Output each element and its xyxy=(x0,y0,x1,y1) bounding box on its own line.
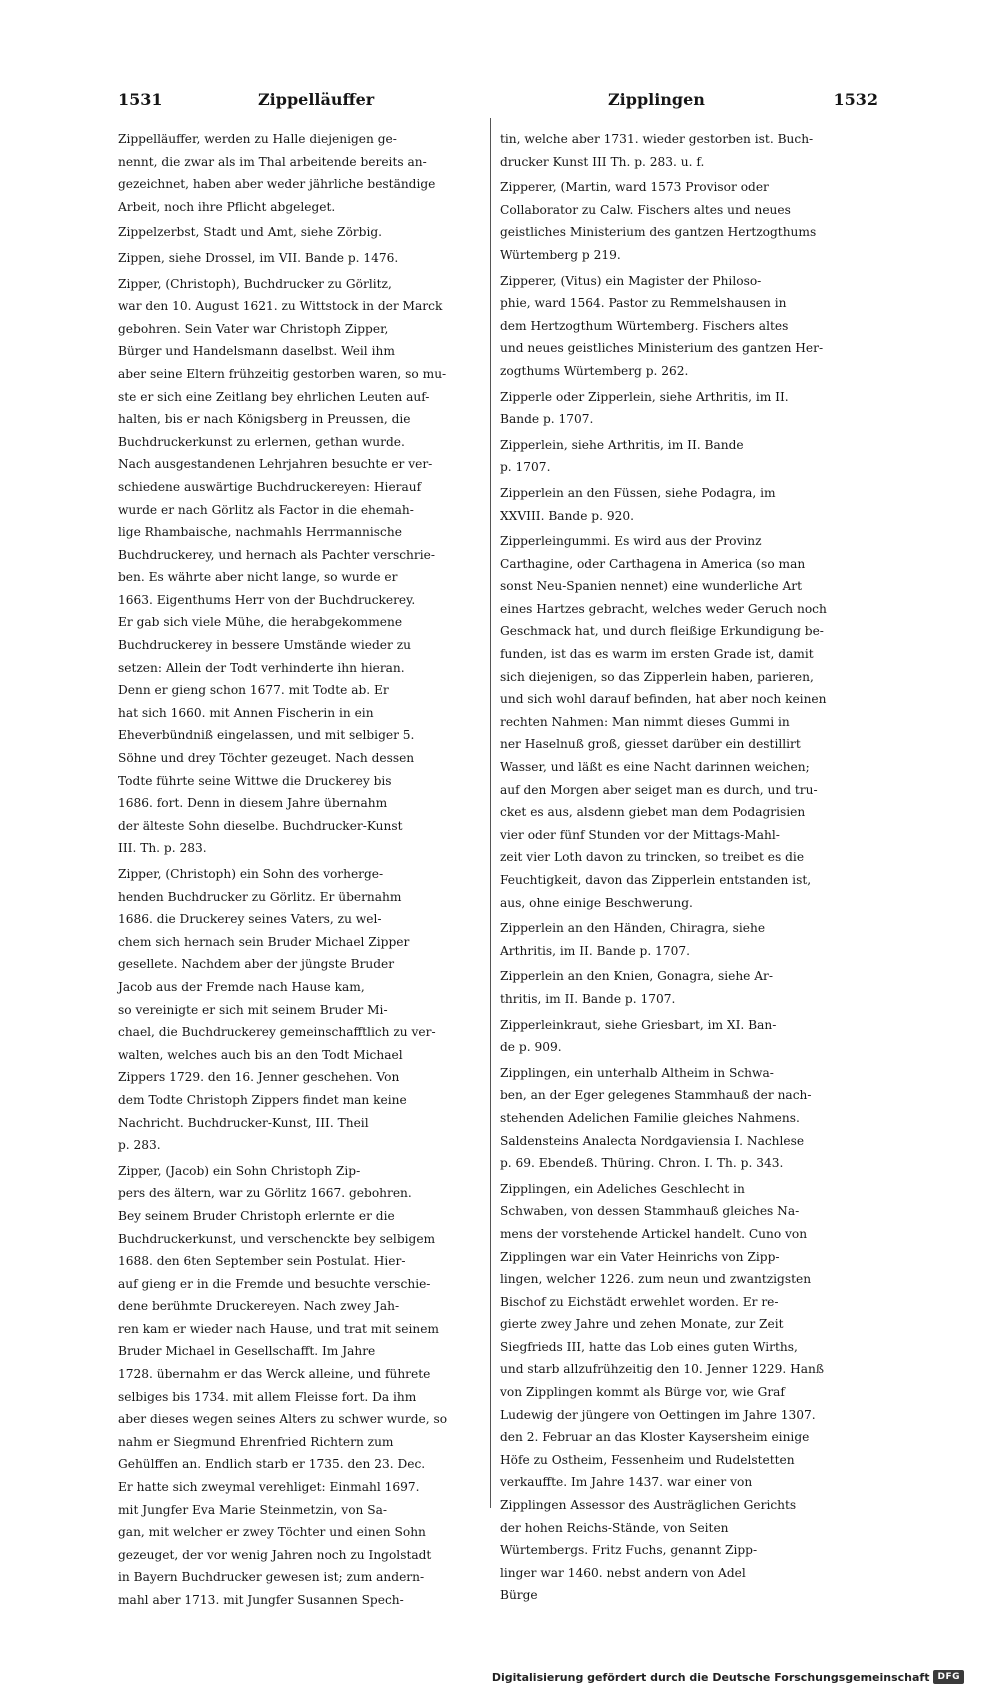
text-line: Bruder Michael in Gesellschafft. Im Jahre xyxy=(118,1344,376,1359)
text-line: Bürger und Handelsmann daselbst. Weil ihm xyxy=(118,344,395,359)
column-divider xyxy=(490,118,491,1508)
text-line: Zippers 1729. den 16. Jenner geschehen. Von xyxy=(118,1070,400,1085)
text-line: setzen: Allein der Todt verhinderte ihn hieran. xyxy=(118,660,405,675)
text-line: Zipplingen, ein unterhalb Altheim in Schwa- xyxy=(500,1065,774,1080)
text-line: Buchdruckerey in bessere Umstände wieder zu xyxy=(118,638,411,653)
text-line: ner Haselnuß groß, giesset darüber ein destillirt xyxy=(500,737,801,752)
text-line: Zipperle oder Zipperlein, siehe Arthritis, im II. xyxy=(500,389,789,404)
text-line: Bande p. 1707. xyxy=(500,412,594,427)
text-line: lige Rhambaische, nachmahls Herrmannische xyxy=(118,525,402,540)
text-line: mit Jungfer Eva Marie Steinmetzin, von Sa- xyxy=(118,1502,387,1517)
lexicon-entry xyxy=(118,863,490,1157)
text-line: Ludewig der jüngere von Oettingen im Jahre 1307. xyxy=(500,1407,816,1422)
lexicon-entry xyxy=(118,273,490,860)
text-line: ben. Es währte aber nicht lange, so wurde er xyxy=(118,570,398,585)
page-number-left: 1531 xyxy=(118,90,163,109)
text-line: den 2. Februar an das Kloster Kaysersheim einige xyxy=(500,1430,810,1445)
text-line: gan, mit welcher er zwey Töchter und einen Sohn xyxy=(118,1525,426,1540)
text-line: Zipper, (Christoph), Buchdrucker zu Görlitz, xyxy=(118,276,392,291)
text-line: Zippen, siehe Drossel, im VII. Bande p. 1476. xyxy=(118,250,399,265)
text-line: und neues geistliches Ministerium des gantzen Her- xyxy=(500,341,824,356)
text-line: Buchdruckerey, und hernach als Pachter verschrie- xyxy=(118,547,435,562)
text-line: tin, welche aber 1731. wieder gestorben ist. Buch- xyxy=(500,132,814,146)
text-line: thritis, im II. Bande p. 1707. xyxy=(500,991,676,1006)
text-line: von Zipplingen kommt als Bürge vor, wie Graf xyxy=(500,1385,785,1400)
text-line: Er gab sich viele Mühe, die herabgekommene xyxy=(118,615,403,630)
text-line: so vereinigte er sich mit seinem Bruder Mi- xyxy=(118,1002,388,1017)
text-line: Zipplingen war ein Vater Heinrichs von Zipp- xyxy=(500,1249,780,1264)
text-line: dene berühmte Druckereyen. Nach zwey Jah- xyxy=(118,1299,400,1314)
text-line: stehenden Adelichen Familie gleiches Nahmens. xyxy=(500,1110,800,1125)
text-line: Geschmack hat, und durch fleißige Erkundigung be- xyxy=(500,624,824,639)
text-line: Er hatte sich zweymal verehliget: Einmahl 1697. xyxy=(118,1480,420,1495)
text-line: und starb allzufrühzeitig den 10. Jenner 1229. Hanß xyxy=(500,1362,825,1377)
text-line: geistliches Ministerium des gantzen Hertzogthums xyxy=(500,225,817,240)
text-line: funden, ist das es warm im ersten Grade ist, damit xyxy=(500,647,814,662)
text-line: Siegfrieds III, hatte das Lob eines guten Wirths, xyxy=(500,1339,798,1354)
text-line: walten, welches auch bis an den Todt Michael xyxy=(118,1047,403,1062)
funding-note: Digitalisierung gefördert durch die Deutsche Forschungsgemeinschaft xyxy=(491,1670,930,1684)
text-line: eines Hartzes gebracht, welches weder Geruch noch xyxy=(500,601,827,616)
text-line: Zipplingen, ein Adeliches Geschlecht in xyxy=(500,1181,745,1196)
text-line: verkauffte. Im Jahre 1437. war einer von xyxy=(500,1475,753,1490)
text-line: p. 283. xyxy=(118,1138,161,1153)
catchword-right: Zipplingen xyxy=(608,90,705,109)
text-line: zeit vier Loth davon zu trincken, so treibet es die xyxy=(500,850,805,865)
text-line: Zipperlein an den Knien, Gonagra, siehe Ar- xyxy=(500,969,774,984)
text-line: gezeuget, der vor wenig Jahren noch zu Ingolstadt xyxy=(118,1547,432,1562)
left-column xyxy=(118,128,490,1607)
catchword-left: Zippelläuffer xyxy=(258,90,375,109)
text-line: nahm er Siegmund Ehrenfried Richtern zum xyxy=(118,1434,394,1449)
text-line: Nach ausgestandenen Lehrjahren besuchte er ver- xyxy=(118,457,433,472)
text-line: Zippelzerbst, Stadt und Amt, siehe Zörbig. xyxy=(118,225,383,240)
text-line: halten, bis er nach Königsberg in Preussen, die xyxy=(118,412,411,427)
text-line: der hohen Reichs-Stände, von Seiten xyxy=(500,1520,729,1535)
lexicon-entry xyxy=(118,128,490,218)
text-line: sich diejenigen, so das Zipperlein haben, parieren, xyxy=(500,669,814,684)
text-line: gesellete. Nachdem aber der jüngste Bruder xyxy=(118,957,395,972)
text-line: Höfe zu Ostheim, Fessenheim und Rudelstetten xyxy=(500,1452,795,1467)
lexicon-entry xyxy=(118,221,490,244)
text-line: Zipperlein an den Füssen, siehe Podagra, im xyxy=(500,485,776,500)
lexicon-entry xyxy=(500,386,872,431)
text-line: dem Todte Christoph Zippers findet man keine xyxy=(118,1092,407,1107)
text-line: hat sich 1660. mit Annen Fischerin in ein xyxy=(118,705,374,720)
lexicon-entry xyxy=(500,270,872,383)
running-head xyxy=(118,90,878,120)
text-line: aber dieses wegen seines Alters zu schwer wurde, so xyxy=(118,1412,448,1427)
text-line: p. 69. Ebendeß. Thüring. Chron. I. Th. p. 343. xyxy=(500,1156,784,1171)
text-line: ben, an der Eger gelegenes Stammhauß der nach- xyxy=(500,1088,812,1103)
text-line: III. Th. p. 283. xyxy=(118,841,207,856)
text-line: Arbeit, noch ihre Pflicht abgeleget. xyxy=(118,199,336,214)
text-line: Saldensteins Analecta Nordgaviensia I. Nachlese xyxy=(500,1133,805,1148)
text-line: Schwaben, von dessen Stammhauß gleiches Na- xyxy=(500,1204,800,1219)
text-line: Buchdruckerkunst, und verschenckte bey selbigem xyxy=(118,1231,436,1246)
text-line: Zipperleingummi. Es wird aus der Provinz xyxy=(500,534,762,549)
text-line: linger war 1460. nebst andern von Adel xyxy=(500,1565,746,1580)
text-line: gierte zwey Jahre und zehen Monate, zur Zeit xyxy=(500,1317,784,1332)
text-line: Zipperer, (Vitus) ein Magister der Philoso- xyxy=(500,273,762,288)
text-line: Bischof zu Eichstädt erwehlet worden. Er re- xyxy=(500,1294,779,1309)
text-line: Arthritis, im II. Bande p. 1707. xyxy=(500,943,691,958)
dfg-logo: DFG xyxy=(933,1670,964,1684)
lexicon-entry xyxy=(500,530,872,914)
text-line: Zipper, (Christoph) ein Sohn des vorherge- xyxy=(118,867,384,881)
lexicon-entry xyxy=(500,917,872,962)
page-number-right: 1532 xyxy=(833,90,878,109)
text-line: in Bayern Buchdrucker gewesen ist; zum andern- xyxy=(118,1570,425,1585)
text-line: Zipper, (Jacob) ein Sohn Christoph Zip- xyxy=(118,1163,361,1178)
text-line: Eheverbündniß eingelassen, und mit selbiger 5. xyxy=(118,728,415,743)
text-line: gebohren. Sein Vater war Christoph Zipper, xyxy=(118,321,389,336)
text-line: auf gieng er in die Fremde und besuchte verschie- xyxy=(118,1276,431,1291)
lexicon-entry xyxy=(500,1062,872,1175)
text-line: drucker Kunst III Th. p. 283. u. f. xyxy=(500,154,705,169)
text-line: Gehülffen an. Endlich starb er 1735. den 23. Dec. xyxy=(118,1457,426,1472)
text-line: gezeichnet, haben aber weder jährliche beständige xyxy=(118,177,436,192)
lexicon-entry xyxy=(500,1014,872,1059)
text-line: selbiges bis 1734. mit allem Fleisse fort. Da ihm xyxy=(118,1389,417,1404)
text-line: Todte führte seine Wittwe die Druckerey bis xyxy=(118,773,392,788)
text-line: henden Buchdrucker zu Görlitz. Er übernahm xyxy=(118,889,402,904)
text-line: der älteste Sohn dieselbe. Buchdrucker-Kunst xyxy=(118,818,403,833)
text-line: Zipperleinkraut, siehe Griesbart, im XI. Ban- xyxy=(500,1017,777,1032)
text-line: Collaborator zu Calw. Fischers altes und neues xyxy=(500,202,791,217)
lexicon-entry xyxy=(500,176,872,266)
text-line: 1686. fort. Denn in diesem Jahre übernahm xyxy=(118,796,388,811)
text-line: chem sich hernach sein Bruder Michael Zipper xyxy=(118,934,410,949)
text-line: Zipperlein, siehe Arthritis, im II. Bande xyxy=(500,437,744,452)
text-line: 1688. den 6ten September sein Postulat. Hier- xyxy=(118,1254,406,1269)
text-line: Zipperlein an den Händen, Chiragra, siehe xyxy=(500,921,766,936)
text-line: zogthums Würtemberg p. 262. xyxy=(500,363,689,378)
text-line: und sich wohl darauf befinden, hat aber noch keinen xyxy=(500,692,827,707)
text-line: mahl aber 1713. mit Jungfer Susannen Spech- xyxy=(118,1593,404,1607)
text-line: aus, ohne einige Beschwerung. xyxy=(500,895,693,910)
text-line: schiedene auswärtige Buchdruckereyen: Hierauf xyxy=(118,479,422,494)
text-line: Buchdruckerkunst zu erlernen, gethan wurde. xyxy=(118,434,405,449)
text-line: 1686. die Druckerey seines Vaters, zu wel- xyxy=(118,912,382,927)
lexicon-entry xyxy=(500,1178,872,1607)
text-line: cket es aus, alsdenn giebet man dem Podagrisien xyxy=(500,805,806,820)
text-line: sonst Neu-Spanien nennet) eine wunderliche Art xyxy=(500,579,803,594)
text-line: 1728. übernahm er das Werck alleine, und führete xyxy=(118,1367,431,1382)
text-line: auf den Morgen aber seiget man es durch, und tru- xyxy=(500,782,818,797)
text-line: Denn er gieng schon 1677. mit Todte ab. Er xyxy=(118,683,389,698)
text-line: lingen, welcher 1226. zum neun und zwantzigsten xyxy=(500,1272,812,1287)
text-line: Nachricht. Buchdrucker-Kunst, III. Theil xyxy=(118,1115,369,1130)
text-line: Zippelläuffer, werden zu Halle diejenigen ge- xyxy=(118,132,397,146)
text-line: chael, die Buchdruckerey gemeinschafftlich zu ver- xyxy=(118,1025,436,1040)
text-line: ste er sich eine Zeitlang bey ehrlichen Leuten auf- xyxy=(118,389,430,404)
text-line: aber seine Eltern frühzeitig gestorben waren, so mu- xyxy=(118,366,447,381)
text-line: Bey seinem Bruder Christoph erlernte er die xyxy=(118,1208,395,1223)
text-line: vier oder fünf Stunden vor der Mittags-Mahl- xyxy=(500,827,780,842)
text-line: p. 1707. xyxy=(500,460,551,475)
text-line: Bürge xyxy=(500,1588,538,1603)
text-line: Feuchtigkeit, davon das Zipperlein entstanden ist, xyxy=(500,873,812,887)
text-line: Zipplingen Assessor des Austräglichen Gerichts xyxy=(500,1498,797,1513)
lexicon-entry xyxy=(500,965,872,1010)
lexicon-entry xyxy=(500,434,872,479)
text-line: Zipperer, (Martin, ward 1573 Provisor oder xyxy=(500,180,769,195)
text-line: Würtemberg p 219. xyxy=(500,247,621,262)
text-line: de p. 909. xyxy=(500,1040,562,1055)
lexicon-entry xyxy=(118,1160,490,1612)
text-line: rechten Nahmen: Man nimmt dieses Gummi in xyxy=(500,714,790,729)
text-line: Jacob aus der Fremde nach Hause kam, xyxy=(118,979,365,994)
text-line: Wasser, und läßt es eine Nacht darinnen weichen; xyxy=(500,760,810,775)
lexicon-entry xyxy=(500,482,872,527)
text-line: Söhne und drey Töchter gezeuget. Nach dessen xyxy=(118,751,415,766)
lexicon-entry xyxy=(500,128,872,173)
text-line: pers des ältern, war zu Görlitz 1667. gebohren. xyxy=(118,1186,412,1201)
text-line: dem Hertzogthum Würtemberg. Fischers altes xyxy=(500,318,789,333)
lexicon-entry xyxy=(118,247,490,270)
text-line: Carthagine, oder Carthagena in America (so man xyxy=(500,556,806,571)
text-line: 1663. Eigenthums Herr von der Buchdruckerey. xyxy=(118,592,416,607)
right-column xyxy=(500,128,872,1603)
text-line: Würtembergs. Fritz Fuchs, genannt Zipp- xyxy=(500,1543,758,1558)
footer xyxy=(492,1670,964,1684)
text-line: mens der vorstehende Artickel handelt. Cuno von xyxy=(500,1226,808,1241)
text-line: ren kam er wieder nach Hause, und trat mit seinem xyxy=(118,1321,439,1336)
text-line: phie, ward 1564. Pastor zu Remmelshausen in xyxy=(500,296,787,311)
text-line: war den 10. August 1621. zu Wittstock in der Marck xyxy=(118,299,443,314)
text-line: XXVIII. Bande p. 920. xyxy=(500,508,634,523)
text-line: nennt, die zwar als im Thal arbeitende bereits an- xyxy=(118,154,427,169)
text-line: wurde er nach Görlitz als Factor in die ehemah- xyxy=(118,502,414,517)
